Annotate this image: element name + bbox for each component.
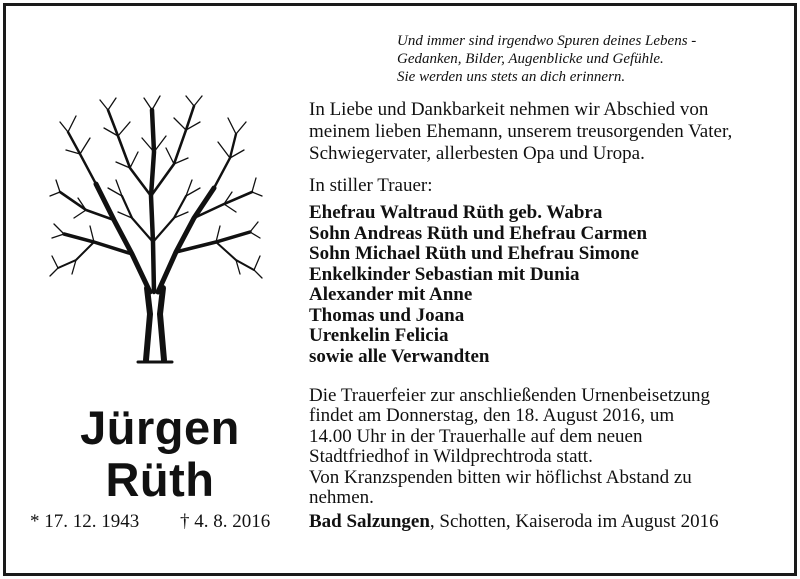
mourning-label: In stiller Trauer: [309,175,433,196]
place-city: Bad Salzungen [309,511,430,532]
flower-request [309,468,692,509]
mourner-entry: Thomas und Joana [309,304,465,326]
ceremony-line: Die Trauerfeier zur anschließenden Urnenbeisetzung [309,385,710,406]
death-date: † 4. 8. 2016 [180,511,271,532]
mourner-entry: Enkelkinder Sebastian mit Dunia [309,263,580,285]
quote [397,32,767,86]
place-rest: , Schotten, Kaiseroda im August 2016 [429,511,719,532]
flower-request-line: Von Kranzspenden bitten wir höflichst Abstand zu [309,467,692,488]
ceremony-info [309,386,710,467]
mourner-entry: Sohn Michael Rüth und Ehefrau Simone [309,243,639,264]
ceremony-line: findet am Donnerstag, den 18. August 2016, um [309,405,675,427]
ceremony-line: Stadtfriedhof in Wildprechtroda statt. [309,445,593,467]
quote-line: Sie werden uns stets an dich erinnern. [397,69,626,85]
place-date [309,511,719,533]
mourners-list [309,203,647,367]
flower-request-line: nehmen. [309,487,374,509]
farewell-line: In Liebe und Dankbarkeit nehmen wir Abschied von [309,99,709,120]
tree-icon [46,92,264,364]
quote-line: Gedanken, Bilder, Augenblicke und Gefühle. [397,51,664,67]
quote-line: Und immer sind irgendwo Spuren deines Lebens - [397,33,697,49]
mourner-entry: Alexander mit Anne [309,284,473,305]
ceremony-line: 14.00 Uhr in der Trauerhalle auf dem neuen [309,425,643,447]
mourner-entry: Sohn Andreas Rüth und Ehefrau Carmen [309,222,648,244]
mourner-entry: sowie alle Verwandten [309,345,490,367]
birth-date: * 17. 12. 1943 [30,511,140,532]
farewell-line: meinem lieben Ehemann, unserem treusorgenden Vater, [309,121,733,142]
deceased-first-name: Jürgen [80,401,240,454]
farewell-text [309,99,753,165]
mourner-entry: Urenkelin Felicia [309,325,449,346]
mourner-entry: Ehefrau Waltraud Rüth geb. Wabra [309,202,603,223]
deceased-last-name: Rüth [105,453,215,506]
farewell-line: Schwiegervater, allerbesten Opa und Uropa. [309,143,645,164]
